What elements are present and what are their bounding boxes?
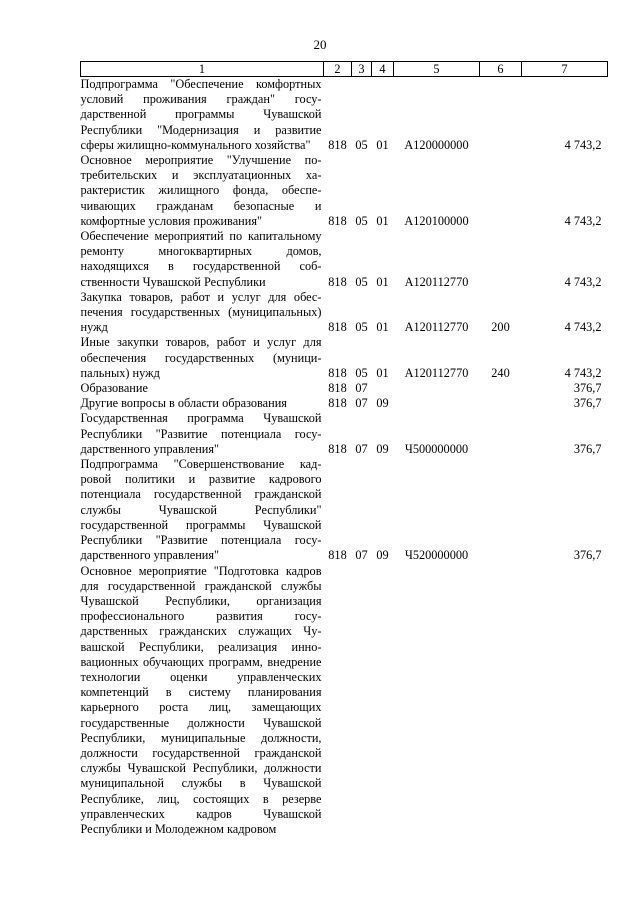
row-grbs-code xyxy=(324,564,352,838)
row-grbs-code: 818 xyxy=(328,441,347,456)
row-amount: 376,7 xyxy=(573,396,602,411)
row-grbs-code: 818 xyxy=(328,137,347,152)
row-expense-type xyxy=(480,153,522,229)
row-amount: 4 743,2 xyxy=(564,137,602,152)
budget-table xyxy=(80,61,608,837)
row-subsection-code: 01 xyxy=(376,213,389,228)
row-amount: 4 743,2 xyxy=(564,213,602,228)
page-number: 20 xyxy=(313,37,327,52)
row-name: Основное мероприятие "Улучшение потребительских и эксплуатационных характеристик жилищного фонда, обеспечивающих гражданам безопасные и комфортные условия проживания" xyxy=(80,153,322,228)
row-target-article xyxy=(394,564,480,838)
row-subsection-code: 09 xyxy=(376,548,389,563)
row-target-article: А120112770 xyxy=(404,365,469,380)
row-amount: 4 743,2 xyxy=(564,320,602,335)
header-cell-1: 1 xyxy=(81,62,324,77)
row-target-article: А120000000 xyxy=(404,137,469,152)
row-subsection-code: 01 xyxy=(376,320,389,335)
row-target-article: А120100000 xyxy=(404,213,469,228)
row-name: Иные закупки товаров, работ и услуг для обеспечения государственных (муниципальных) нужд xyxy=(80,335,322,380)
row-amount: 376,7 xyxy=(573,381,602,396)
row-expense-type: 200 xyxy=(491,320,510,335)
row-subsection-code: 09 xyxy=(376,396,389,411)
row-expense-type xyxy=(480,564,522,838)
table-header-row xyxy=(81,62,608,77)
row-name: Подпрограмма "Совершенствование кадровой политики и развитие кадрового потенциала государственной гражданской службы Чувашской Республики" государственной программы Чувашской Республики "Развитие потенциала государственного управления" xyxy=(80,457,322,563)
row-target-article xyxy=(394,396,480,411)
row-target-article: Ч500000000 xyxy=(404,441,469,456)
row-expense-type xyxy=(480,411,522,457)
header-cell-7: 7 xyxy=(522,62,608,77)
table-row xyxy=(81,381,608,396)
row-name: Государственная программа Чувашской Республики "Развитие потенциала государственного управления" xyxy=(80,411,322,456)
row-grbs-code: 818 xyxy=(328,548,347,563)
row-name: Образование xyxy=(80,381,148,396)
table-row xyxy=(81,396,608,411)
row-grbs-code: 818 xyxy=(328,396,347,411)
table-row xyxy=(81,457,608,563)
header-cell-3: 3 xyxy=(352,62,372,77)
header-cell-4: 4 xyxy=(372,62,394,77)
row-name: Основное мероприятие "Подготовка кадров для государственной гражданской службы Чувашской Республики, организация профессионального развития государственных гражданских служащих Чувашской Республики, реализация инновационных обучающих программ, внедрение технологии оценки управленческих компетенций в систему планирования карьерного роста лиц, замещающих государственные должности Чувашской Республики, муниципальные должности, должности государственной гражданской службы Чувашской Республики, должности муниципальной службы в Чувашской Республике, лиц, состоящих в резерве управленческих кадров Чувашской Республики и Молодежном кадровом xyxy=(80,563,322,836)
row-amount: 376,7 xyxy=(573,548,602,563)
row-name: Подпрограмма "Обеспечение комфортных условий проживания граждан" государственной программы Чувашской Республики "Модернизация и развитие сферы жилищно-коммунального хозяйства" xyxy=(80,77,322,152)
row-subsection-code: 01 xyxy=(376,365,389,380)
row-amount: 4 743,2 xyxy=(564,365,602,380)
row-amount: 4 743,2 xyxy=(564,274,602,289)
row-grbs-code: 818 xyxy=(328,213,347,228)
row-target-article: А120112770 xyxy=(404,274,469,289)
row-subsection-code: 09 xyxy=(376,441,389,456)
row-expense-type xyxy=(480,77,522,154)
row-target-article xyxy=(394,381,480,396)
row-grbs-code: 818 xyxy=(328,365,347,380)
row-section-code: 07 xyxy=(355,548,368,563)
row-target-article: А120112770 xyxy=(404,320,469,335)
row-section-code: 05 xyxy=(355,137,368,152)
row-grbs-code: 818 xyxy=(328,320,347,335)
table-row xyxy=(81,411,608,457)
table-row xyxy=(81,290,608,336)
header-cell-2: 2 xyxy=(324,62,352,77)
row-section-code: 05 xyxy=(355,213,368,228)
row-target-article: Ч520000000 xyxy=(404,548,469,563)
table-row xyxy=(81,153,608,229)
row-expense-type xyxy=(480,381,522,396)
table-row xyxy=(81,335,608,381)
row-name: Обеспечение мероприятий по капитальному ремонту многоквартирных домов, находящихся в государственной собственности Чувашской Республики xyxy=(80,229,322,289)
row-subsection-code xyxy=(372,564,394,838)
row-section-code: 05 xyxy=(355,274,368,289)
row-section-code: 05 xyxy=(355,320,368,335)
table-row xyxy=(81,564,608,838)
row-grbs-code: 818 xyxy=(328,381,347,396)
row-section-code: 07 xyxy=(355,441,368,456)
row-grbs-code: 818 xyxy=(328,274,347,289)
row-expense-type xyxy=(480,229,522,290)
row-name: Закупка товаров, работ и услуг для обеспечения государственных (муниципальных) нужд xyxy=(80,289,322,335)
row-section-code: 07 xyxy=(355,396,368,411)
row-subsection-code: 01 xyxy=(376,137,389,152)
row-expense-type xyxy=(480,457,522,563)
table-row xyxy=(81,77,608,154)
row-expense-type: 240 xyxy=(491,365,510,380)
row-subsection-code: 01 xyxy=(376,274,389,289)
header-cell-6: 6 xyxy=(480,62,522,77)
row-section-code xyxy=(352,564,372,838)
row-name: Другие вопросы в области образования xyxy=(80,396,287,411)
row-amount: 376,7 xyxy=(573,441,602,456)
header-cell-5: 5 xyxy=(394,62,480,77)
row-amount xyxy=(522,564,608,838)
table-row xyxy=(81,229,608,290)
row-section-code: 05 xyxy=(355,365,368,380)
row-section-code: 07 xyxy=(355,381,368,396)
row-subsection-code xyxy=(372,381,394,396)
row-expense-type xyxy=(480,396,522,411)
